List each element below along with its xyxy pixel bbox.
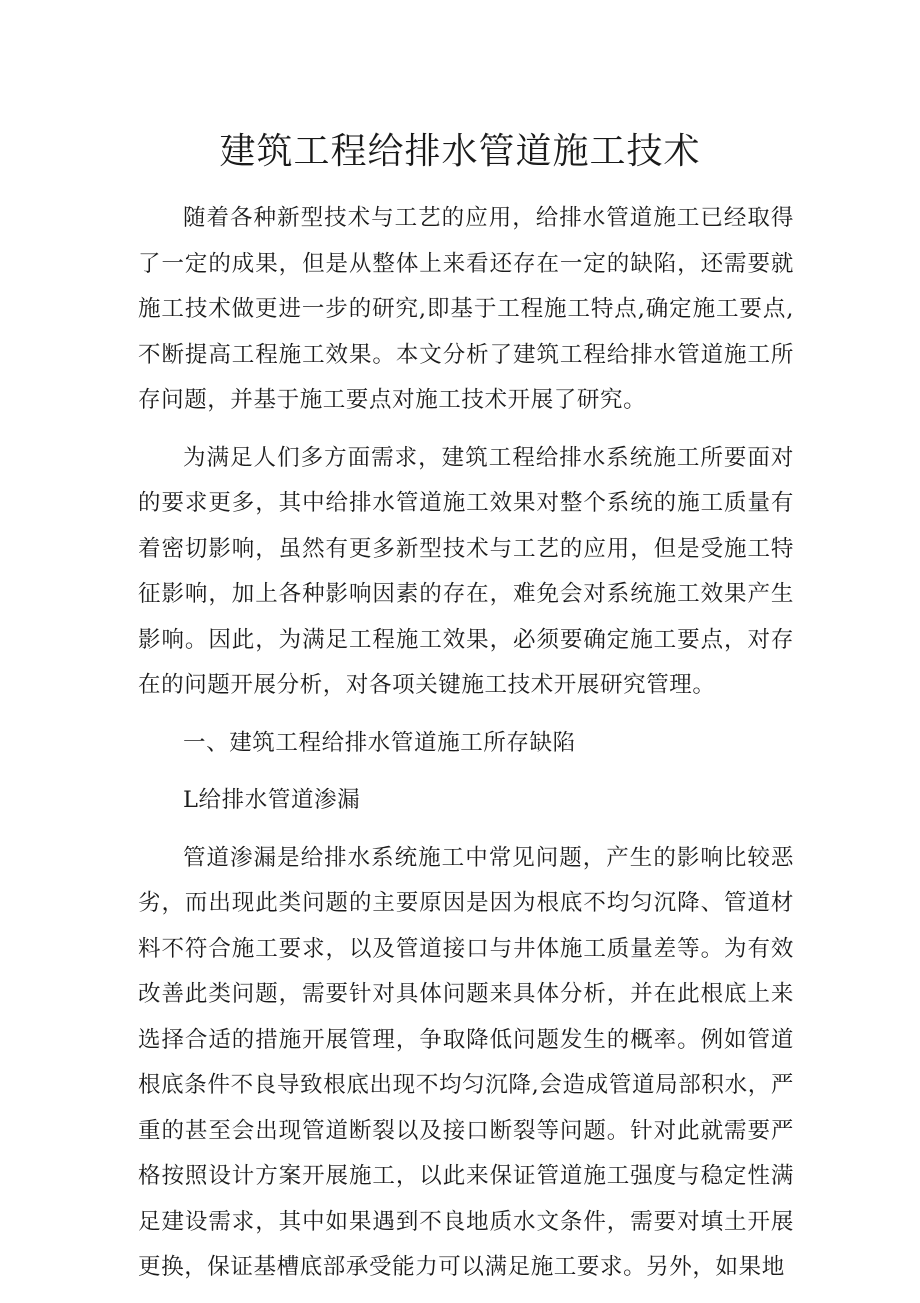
subsection-heading: L给排水管道渗漏 [183, 787, 361, 813]
document-body [138, 196, 794, 1303]
section-heading: 一、建筑工程给排水管道施工所存缺陷 [183, 729, 576, 756]
intro-paragraph: 随着各种新型技术与工艺的应用，给排水管道施工已经取得了一定的成果，但是从整体上来看还存在一定的缺陷，还需要就施工技术做更进一步的研究,即基于工程施工特点,确定施工要点,不断提高工程施工效果。本文分析了建筑工程给排水管道施工所存问题，并基于施工要点对施工技术开展了研究。 [138, 205, 794, 413]
section-paragraph: 管道渗漏是给排水系统施工中常见问题，产生的影响比较恶劣，而出现此类问题的主要原因是因为根底不均匀沉降、管道材料不符合施工要求，以及管道接口与井体施工质量差等。为有效改善此类问题，需要针对具体问题来具体分析，并在此根底上来选择合适的措施开展管理，争取降低问题发生的概率。例如管道根底条件不良导致根底出现不均匀沉降,会造成管道局部积水，严重的甚至会出现管道断裂以及接口断裂等问题。针对此就需要严格按照设计方案开展施工，以此来保证管道施工强度与稳定性满足建设需求，其中如果遇到不良地质水文条件，需要对填土开展更换，保证基槽底部承受能力可以满足施工要求。另外，如果地 [138, 844, 794, 1280]
document-title: 建筑工程给排水管道施工技术 [219, 131, 701, 172]
background-paragraph: 为满足人们多方面需求，建筑工程给排水系统施工所要面对的要求更多，其中给排水管道施工效果对整个系统的施工质量有着密切影响，虽然有更多新型技术与工艺的应用，但是受施工特征影响，加上各种影响因素的存在，难免会对系统施工效果产生影响。因此，为满足工程施工效果，必须要确定施工要点，对存在的问题开展分析，对各项关键施工技术开展研究管理。 [138, 444, 794, 698]
